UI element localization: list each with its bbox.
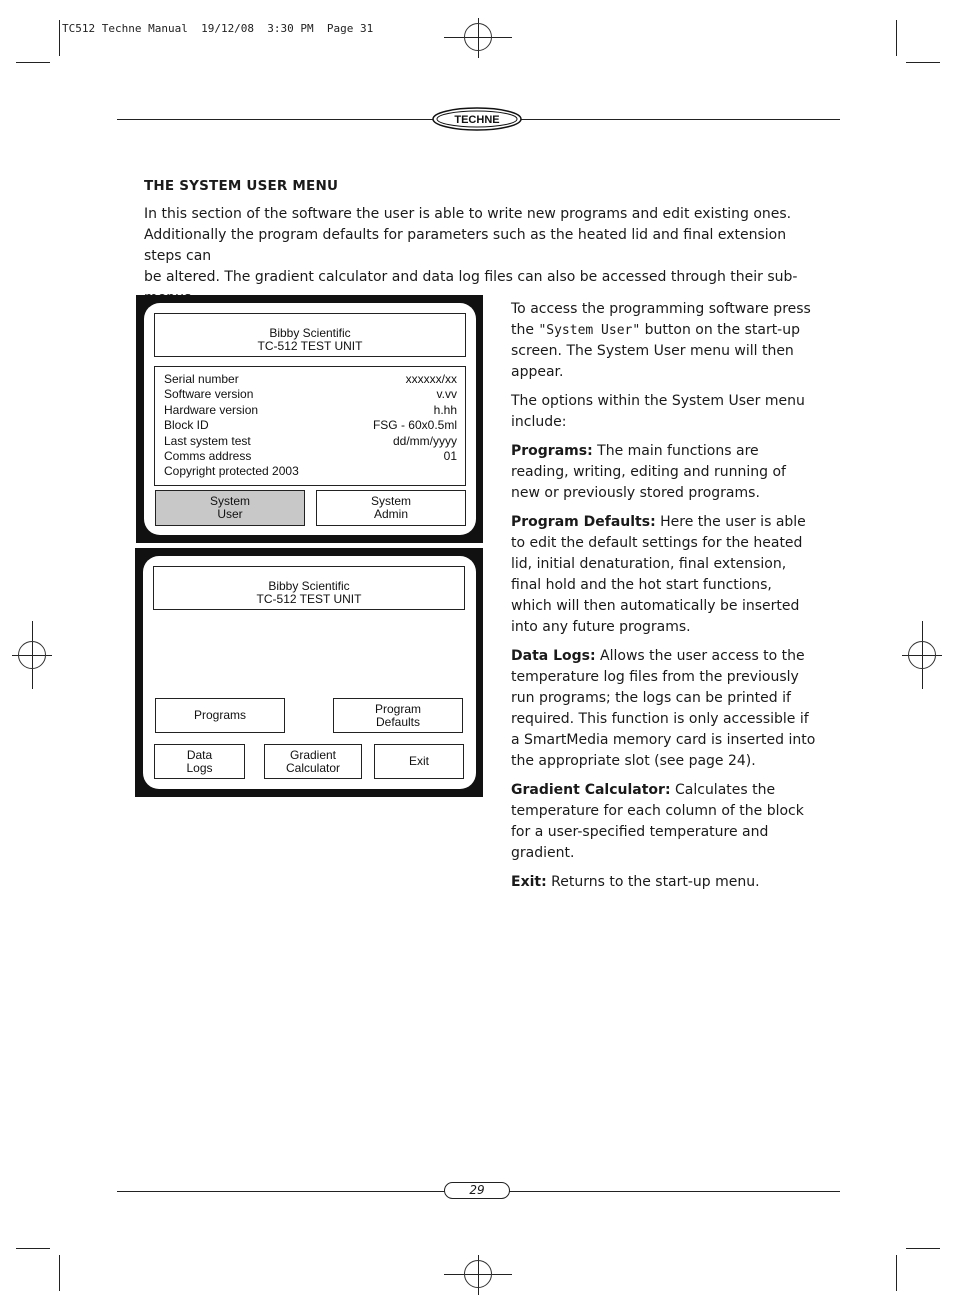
screen-header bbox=[153, 566, 465, 610]
button-label-line: Data bbox=[186, 747, 213, 762]
data-logs-button[interactable] bbox=[154, 744, 245, 779]
info-label: Software version bbox=[164, 387, 254, 402]
intro-line: Additionally the program defaults for parameters such as the heated lid and final extension steps can bbox=[144, 227, 787, 264]
info-row bbox=[164, 403, 457, 418]
button-label: Exit bbox=[408, 754, 429, 768]
button-label-line: Logs bbox=[186, 760, 213, 775]
info-value: xxxxxx/xx bbox=[405, 372, 457, 386]
info-label: Hardware version bbox=[164, 402, 259, 417]
intro-line: be altered. The gradient calculator and data log files can also be accessed through their sub- bbox=[144, 269, 798, 285]
crop-mark-top-right-v bbox=[896, 20, 897, 56]
paragraph-options: The options within the System User menu include: bbox=[511, 393, 805, 430]
system-user-screen-panel bbox=[143, 556, 476, 789]
button-label-line: System bbox=[370, 494, 411, 508]
registration-mark-left bbox=[12, 621, 52, 689]
info-label: Copyright protected 2003 bbox=[164, 464, 299, 479]
button-label-line: User bbox=[217, 507, 243, 521]
screen-header bbox=[154, 313, 466, 357]
header-line: Bibby Scientific bbox=[268, 579, 350, 593]
system-admin-button[interactable] bbox=[316, 490, 466, 526]
programs-button[interactable] bbox=[155, 698, 285, 733]
page-number: 29 bbox=[444, 1182, 510, 1199]
info-label: Serial number bbox=[164, 372, 239, 386]
info-row bbox=[164, 387, 457, 402]
info-row bbox=[164, 449, 457, 464]
exit-button[interactable] bbox=[374, 744, 464, 779]
header-line: Bibby Scientific bbox=[269, 326, 351, 340]
info-value: dd/mm/yyyy bbox=[392, 433, 457, 448]
system-user-button[interactable] bbox=[155, 490, 305, 526]
program-defaults-button[interactable] bbox=[333, 698, 463, 733]
button-label-line: Gradient bbox=[289, 747, 337, 762]
paragraph-access: To access the programming software press the "System User" button on the start-up screen. The System User menu will then appear. bbox=[511, 301, 811, 380]
intro-line: In this section of the software the user is able to write new programs and edit existing ones. bbox=[144, 206, 792, 222]
info-value: v.vv bbox=[436, 387, 457, 402]
info-label: Last system test bbox=[164, 433, 251, 448]
right-column-text bbox=[511, 299, 816, 901]
startup-screen-panel bbox=[144, 303, 476, 535]
registration-mark-top bbox=[444, 18, 512, 58]
info-label: Block ID bbox=[164, 418, 209, 433]
intro-text bbox=[144, 204, 814, 309]
button-label: Programs bbox=[193, 708, 246, 722]
info-row bbox=[164, 464, 457, 479]
logo-text: TECHNE bbox=[454, 114, 500, 126]
info-value: h.hh bbox=[433, 402, 457, 417]
info-value: 01 bbox=[443, 448, 457, 463]
system-info-panel bbox=[154, 366, 466, 486]
crop-mark-bottom-left-h bbox=[16, 1248, 50, 1249]
crop-mark-top-right-h bbox=[906, 62, 940, 63]
print-slug: TC512 Techne Manual 19/12/08 3:30 PM Page 31 bbox=[62, 22, 374, 35]
registration-mark-bottom bbox=[444, 1255, 512, 1295]
option-programs: Programs: The main functions are reading, writing, editing and running of new or previously stored programs. bbox=[511, 443, 786, 501]
crop-mark-bottom-left-v bbox=[59, 1255, 60, 1291]
button-label-line: Admin bbox=[373, 507, 408, 521]
button-label-line: Program bbox=[374, 701, 421, 716]
info-label: Comms address bbox=[164, 448, 252, 463]
button-label-line: Calculator bbox=[285, 760, 341, 775]
option-data-logs: Data Logs: Allows the user access to the temperature log files from the previously run programs; the logs can be printed if required. This function is only accessible if a SmartMedia memory card is inserted into the appropriate slot (see page 24). bbox=[511, 648, 816, 769]
option-gradient-calculator: Gradient Calculator: Calculates the temperature for each column of the block for a user-specified temperature and gradient. bbox=[511, 782, 804, 861]
header-line: TC-512 TEST UNIT bbox=[257, 339, 363, 353]
header-line: TC-512 TEST UNIT bbox=[256, 592, 362, 606]
registration-mark-right bbox=[902, 621, 942, 689]
section-heading: THE SYSTEM USER MENU bbox=[144, 178, 339, 194]
crop-mark-bottom-right-v bbox=[896, 1255, 897, 1291]
info-row bbox=[164, 418, 457, 433]
gradient-calculator-button[interactable] bbox=[264, 744, 362, 779]
option-program-defaults: Program Defaults: Here the user is able to edit the default settings for the heated lid, initial denaturation, final extension, final hold and the hot start functions, which will then automatically be inserted into any future programs. bbox=[511, 514, 806, 635]
crop-mark-top-left-v bbox=[59, 20, 60, 56]
startup-screen bbox=[136, 295, 483, 543]
info-row bbox=[164, 434, 457, 449]
system-user-screen bbox=[135, 548, 483, 797]
info-value: FSG - 60x0.5ml bbox=[372, 418, 457, 433]
crop-mark-bottom-right-h bbox=[906, 1248, 940, 1249]
crop-mark-top-left-h bbox=[16, 62, 50, 63]
option-exit: Exit: Returns to the start-up menu. bbox=[511, 874, 760, 890]
techne-logo bbox=[432, 107, 522, 131]
info-row bbox=[164, 372, 457, 387]
button-label-line: Defaults bbox=[375, 714, 421, 729]
button-label-line: System bbox=[209, 494, 250, 508]
